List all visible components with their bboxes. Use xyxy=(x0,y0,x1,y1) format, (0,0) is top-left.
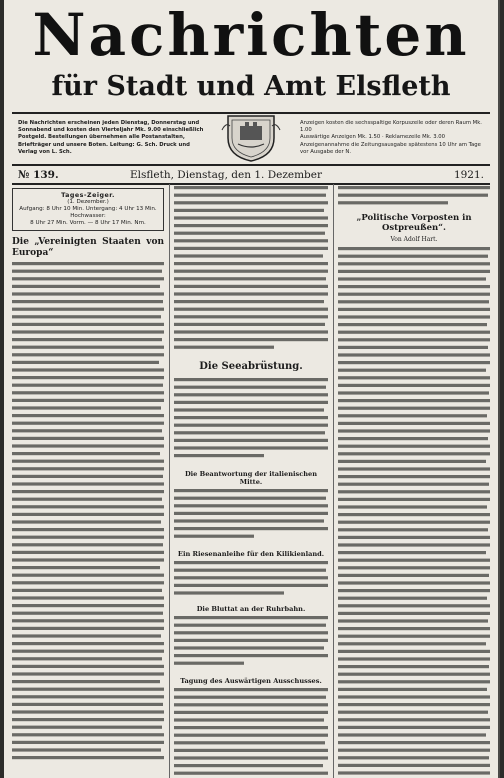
high-water-times: 8 Uhr 27 Min. Vorm. — 8 Uhr 17 Min. Nm. xyxy=(30,220,146,226)
article-headline-naval: Die Seeabrüstung. xyxy=(199,360,303,372)
advertising-info xyxy=(300,120,484,156)
body-text-lines xyxy=(174,686,328,778)
ad-price-line: Anzeigen kosten die sechsspaltige Korpuszeile oder deren Raum Mk. 1.00 xyxy=(300,120,482,134)
column-2 xyxy=(174,184,328,778)
column-separator xyxy=(169,184,170,778)
newspaper-subtitle: für Stadt und Amt Elsfleth xyxy=(51,71,451,102)
newspaper-page xyxy=(4,0,498,778)
daily-indicator-date: (1. Dezember.) xyxy=(67,199,109,205)
article-headline-europe: Die „Vereinigten Staaten von Europa“ xyxy=(12,237,164,258)
body-text-lines xyxy=(174,487,328,545)
article-columns xyxy=(12,184,490,778)
article-headline-east-prussia: „Politische Vorposten in Ostpreußen“. xyxy=(356,212,472,233)
dateline xyxy=(18,166,484,184)
issue-date: Elsfleth, Dienstag, den 1. Dezember xyxy=(130,169,322,181)
article-body-europe xyxy=(12,260,164,763)
body-text-lines xyxy=(174,614,328,672)
issue-number: № 139. xyxy=(18,169,59,181)
masthead xyxy=(4,0,498,166)
body-text-lines xyxy=(338,184,490,206)
daily-indicator-title: Tages-Zeiger. xyxy=(61,192,115,199)
coat-of-arms-icon xyxy=(220,112,282,162)
high-water-label: Hochwasser: xyxy=(70,213,106,219)
column-3 xyxy=(338,184,490,778)
body-text-lines xyxy=(174,559,328,601)
sun-times: Aufgang: 8 Uhr 10 Min. Untergang: 4 Uhr 13 Min. xyxy=(19,206,157,212)
body-text-lines xyxy=(174,184,328,354)
publication-info: Die Nachrichten erscheinen jeden Dienstag, Donnerstag und Sonnabend und kosten den Vierteljahr Mk. 9.00 einschließlich Postgeld. Bestellungen übernehmen alle Postanstalten, Briefträger und unsere Boten. Leitung: G. Sch. Druck und Verlag von L. Sch. xyxy=(18,120,204,155)
ad-deadline-line: Anzeigenannahme die Zeitungsausgabe spätestens 10 Uhr am Tage vor Ausgabe der N. xyxy=(300,141,481,155)
subheading-loan: Ein Riesenanleihe für den Kilikienland. xyxy=(177,549,325,558)
article-byline: Von Adolf Hart. xyxy=(390,235,438,243)
body-text-lines xyxy=(12,260,164,760)
page-edge-right xyxy=(500,0,504,778)
ad-foreign-line: Auswärtige Anzeigen Mk. 1.50 · Reklamezeile Mk. 3.00 xyxy=(300,134,445,141)
subheading-ruhr: Die Bluttat an der Ruhrbahn. xyxy=(196,605,306,614)
subheading-italian-note: Die Beantwortung der italienischen Mitte. xyxy=(184,470,318,487)
body-text-lines xyxy=(338,243,490,778)
subheading-foreign-committee: Tagung des Auswärtigen Ausschusses. xyxy=(180,676,322,685)
daily-indicator-box xyxy=(12,188,164,231)
issue-year: 1921. xyxy=(453,169,484,181)
newspaper-title: Nachrichten xyxy=(32,1,470,69)
column-1 xyxy=(12,184,164,778)
body-text-lines xyxy=(174,376,328,466)
column-separator xyxy=(333,184,334,778)
